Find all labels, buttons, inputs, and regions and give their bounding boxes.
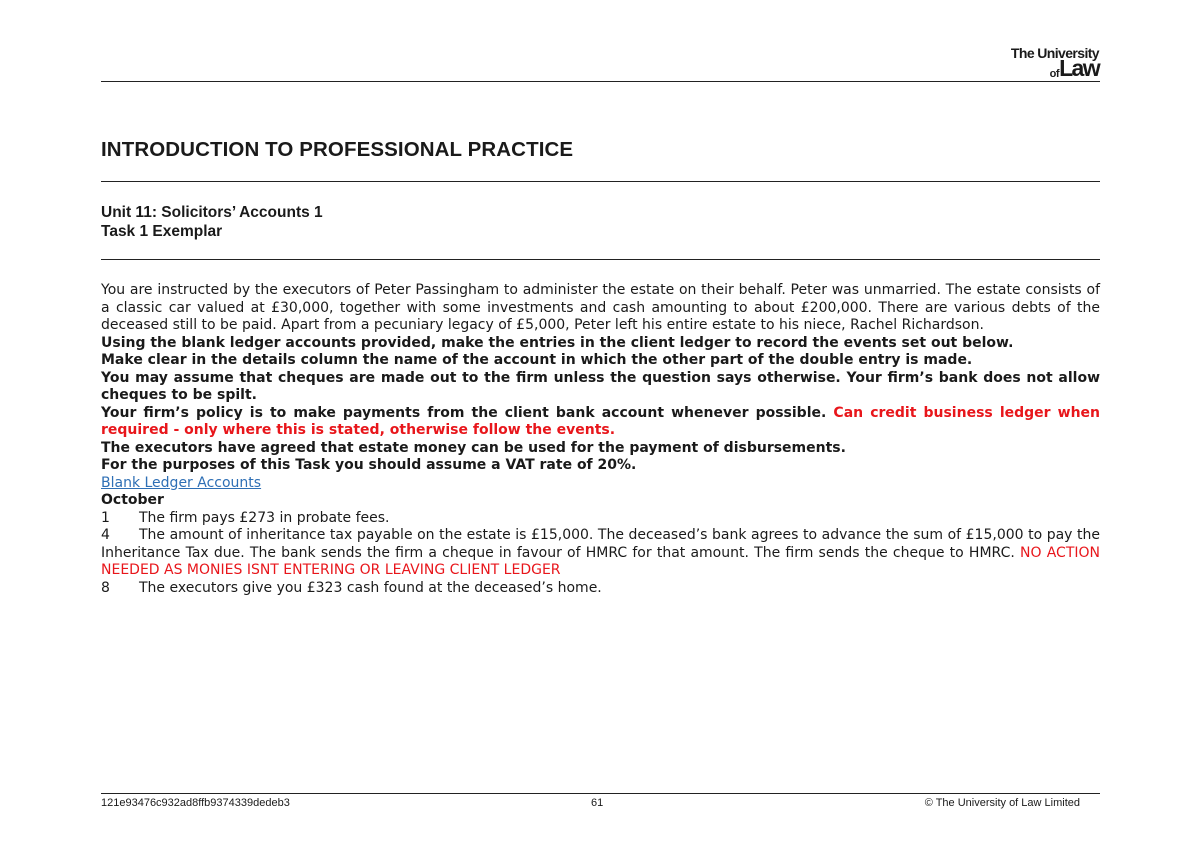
copyright: © The University of Law Limited [924,797,1080,809]
page-title: INTRODUCTION TO PROFESSIONAL PRACTICE [101,138,574,161]
footer-divider [101,793,1100,794]
instruction-disbursements: The executors have agreed that estate money can be used for the payment of disbursements. [101,439,846,456]
event-day: 4 [101,527,110,543]
unit-heading [101,203,323,241]
policy-text: Your firm’s policy is to make payments from the client bank account whenever possible. [101,404,827,421]
page-number: 61 [591,797,604,809]
event-item [101,527,1100,580]
logo-of: of [1049,68,1060,80]
event-item [101,580,1100,598]
instruction-ledger: Using the blank ledger accounts provided, make the entries in the client ledger to record the events set out below. [101,334,1014,351]
event-note: NO ACTION NEEDED AS MONIES ISNT ENTERING OR LEAVING CLIENT LEDGER [101,544,1100,578]
logo-law: Law [1059,55,1099,81]
unit-divider [101,259,1100,260]
event-item [101,510,1100,528]
blank-ledger-link[interactable]: Blank Ledger Accounts [101,474,262,491]
intro-paragraph: You are instructed by the executors of Peter Passingham to administer the estate on their behalf. Peter was unmarried. The estate consists of a classic car valued at £30,000, together with some investments and cash amounting to about £200,000. There are various debts of the deceased still to be paid. Apart from a pecuniary legacy of £5,000, Peter left his entire estate to his niece, Rachel Richardson. [101,282,1100,333]
instruction-vat: For the purposes of this Task you should assume a VAT rate of 20%. [101,457,637,473]
title-divider [101,181,1100,182]
instruction-details: Make clear in the details column the name of the account in which the other part of the double entry is made. [101,352,973,368]
event-text: The executors give you £323 cash found at the deceased’s home. [139,579,602,596]
task-title: Task 1 Exemplar [101,223,223,240]
month-heading: October [101,492,164,508]
university-logo [1011,46,1099,80]
document-body [101,282,1100,597]
header-divider [101,81,1100,82]
unit-title: Unit 11: Solicitors’ Accounts 1 [101,204,323,221]
event-day: 1 [101,509,110,526]
event-day: 8 [101,579,110,596]
event-text: The amount of inheritance tax payable on the estate is £15,000. The deceased’s bank agrees to advance the sum of £15,000 to pay the Inheritance Tax due. The bank sends the firm a cheque in favour of HMRC for that amount. The firm sends the cheque to HMRC. [101,527,1100,561]
document-id: 121e93476c932ad8ffb9374339dedeb3 [101,797,290,809]
event-text: The firm pays £273 in probate fees. [139,509,390,526]
logo-line1: The University [1010,45,1099,61]
instruction-cheques: You may assume that cheques are made out to the firm unless the question says otherwise. Your firm’s bank does not allow cheques to be spilt. [101,369,1100,403]
instruction-policy [101,405,1100,440]
policy-note: Can credit business ledger when required - only where this is stated, otherwise follow the events. [101,404,1101,438]
